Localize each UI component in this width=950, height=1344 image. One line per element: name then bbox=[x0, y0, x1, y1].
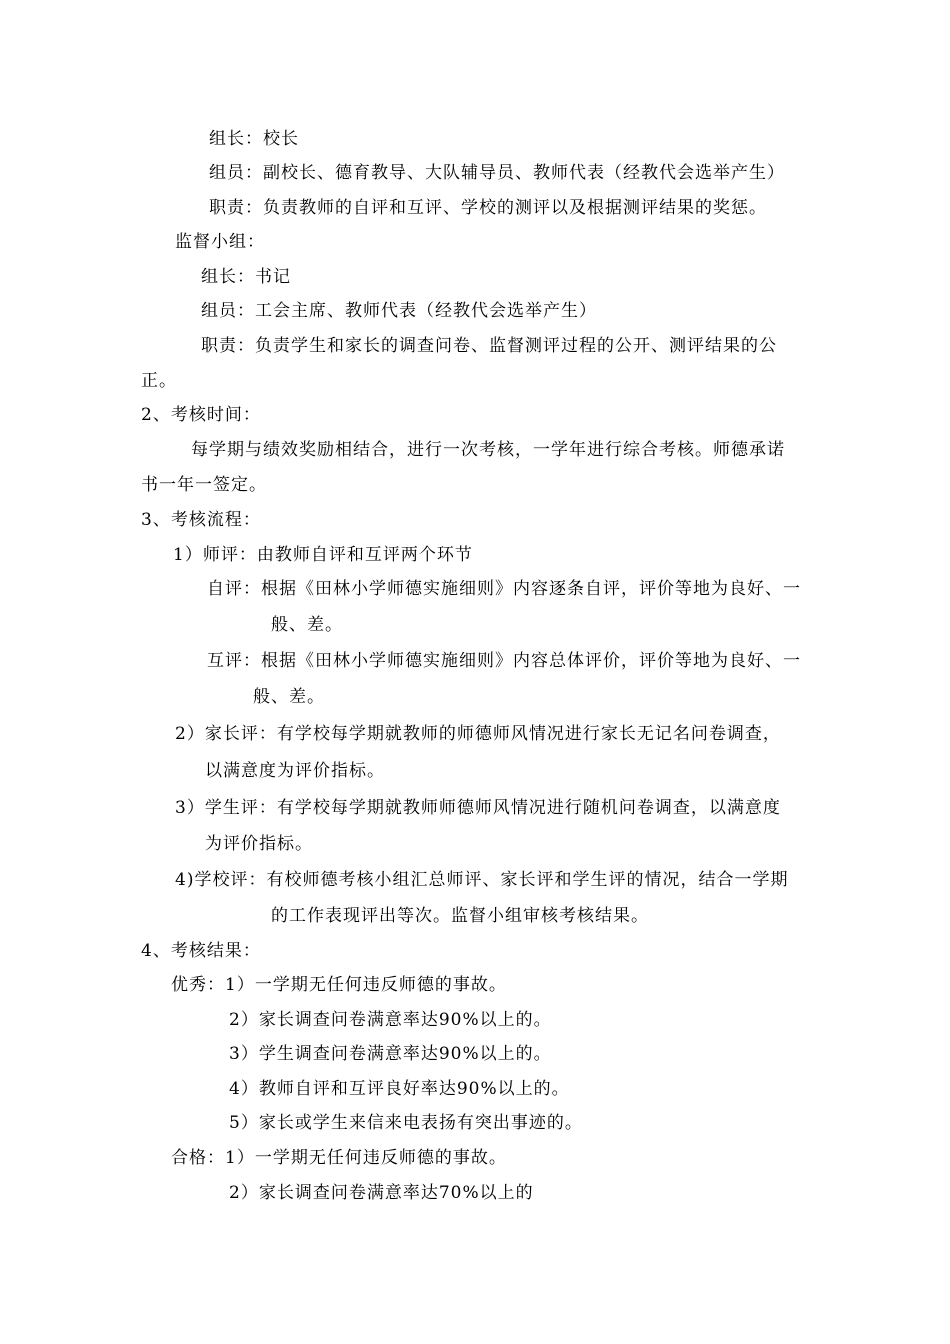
text-line: 优秀：1）一学期无任何违反师德的事故。 bbox=[171, 975, 507, 995]
text-line: 职责：负责学生和家长的调查问卷、监督测评过程的公开、测评结果的公 bbox=[201, 336, 777, 356]
text-line: 般、差。 bbox=[271, 615, 343, 635]
text-line: 互评：根据《田林小学师德实施细则》内容总体评价，评价等地为良好、一 bbox=[207, 651, 801, 671]
text-line: 2）家长评：有学校每学期就教师的师德师风情况进行家长无记名问卷调查， bbox=[175, 724, 781, 744]
text-line: 组长：书记 bbox=[201, 267, 291, 287]
text-line: 监督小组： bbox=[175, 232, 265, 252]
text-line: 自评：根据《田林小学师德实施细则》内容逐条自评，评价等地为良好、一 bbox=[207, 579, 801, 599]
text-line: 组员：副校长、德育教导、大队辅导员、教师代表（经教代会选举产生） bbox=[209, 163, 785, 183]
text-line: 的工作表现评出等次。监督小组审核考核结果。 bbox=[271, 906, 649, 926]
text-line: 合格：1）一学期无任何违反师德的事故。 bbox=[171, 1148, 507, 1168]
text-line: 5）家长或学生来信来电表扬有突出事迹的。 bbox=[229, 1113, 583, 1133]
text-line: 组长：校长 bbox=[209, 129, 299, 149]
text-line: 为评价指标。 bbox=[205, 834, 313, 854]
text-line: 4）教师自评和互评良好率达90%以上的。 bbox=[229, 1079, 570, 1099]
text-line: 2）家长调查问卷满意率达90%以上的。 bbox=[229, 1010, 552, 1030]
text-line: 正。 bbox=[141, 371, 177, 391]
text-line: 4)学校评：有校师德考核小组汇总师评、家长评和学生评的情况，结合一学期 bbox=[175, 870, 789, 890]
text-line: 2）家长调查问卷满意率达70%以上的 bbox=[229, 1183, 534, 1203]
text-line: 2、考核时间： bbox=[141, 405, 261, 425]
text-line: 每学期与绩效奖励相结合，进行一次考核，一学年进行综合考核。师德承诺 bbox=[191, 440, 785, 460]
text-line: 书一年一签定。 bbox=[141, 475, 267, 495]
text-line: 1）师评：由教师自评和互评两个环节 bbox=[173, 545, 473, 565]
text-line: 3、考核流程： bbox=[141, 510, 261, 530]
text-line: 3）学生调查问卷满意率达90%以上的。 bbox=[229, 1044, 552, 1064]
text-line: 组员：工会主席、教师代表（经教代会选举产生） bbox=[201, 301, 597, 321]
text-line: 以满意度为评价指标。 bbox=[205, 761, 385, 781]
text-line: 般、差。 bbox=[253, 687, 325, 707]
text-line: 4、考核结果： bbox=[141, 941, 261, 961]
text-line: 3）学生评：有学校每学期就教师师德师风情况进行随机问卷调查，以满意度 bbox=[175, 798, 781, 818]
text-line: 职责：负责教师的自评和互评、学校的测评以及根据测评结果的奖惩。 bbox=[209, 198, 767, 218]
